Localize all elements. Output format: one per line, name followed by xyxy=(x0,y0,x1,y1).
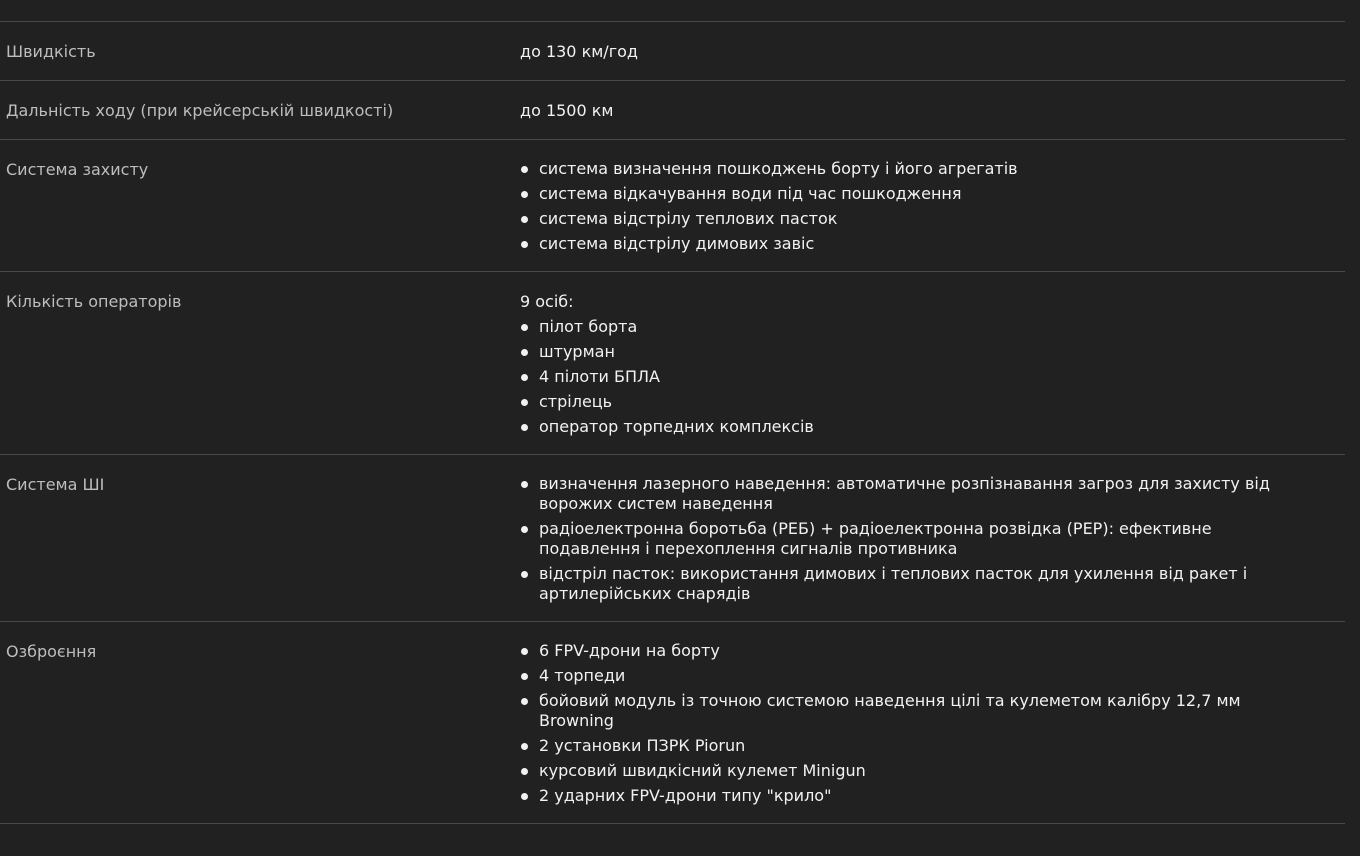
spec-list xyxy=(520,641,1315,806)
spec-row-ai-system xyxy=(0,455,1345,622)
spec-value-lead: 9 осіб: xyxy=(520,292,574,311)
spec-value xyxy=(520,474,1345,604)
spec-label: Кількість операторів xyxy=(6,292,182,311)
spec-label: Швидкість xyxy=(6,42,96,61)
list-item: 2 установки ПЗРК Piorun xyxy=(520,736,1315,756)
spec-value xyxy=(520,641,1345,806)
list-item: система відстрілу димових завіс xyxy=(520,234,1315,254)
list-item: 4 пілоти БПЛА xyxy=(520,367,1315,387)
list-item: визначення лазерного наведення: автоматичне розпізнавання загроз для захисту від ворожих систем наведення xyxy=(520,474,1315,514)
spec-label: Озброєння xyxy=(6,642,97,661)
spec-value xyxy=(520,159,1345,254)
spec-row-protection xyxy=(0,140,1345,272)
list-item: стрілець xyxy=(520,392,1315,412)
list-item: бойовий модуль із точною системою наведення цілі та кулеметом калібру 12,7 мм Browning xyxy=(520,691,1315,731)
spec-value xyxy=(520,100,1345,122)
list-item: система визначення пошкоджень борту і його агрегатів xyxy=(520,159,1315,179)
list-item: система відкачування води під час пошкодження xyxy=(520,184,1315,204)
list-item: курсовий швидкісний кулемет Minigun xyxy=(520,761,1315,781)
spec-value-text: до 1500 км xyxy=(520,101,614,120)
list-item: відстріл пасток: використання димових і теплових пасток для ухилення від ракет і артилерійських снарядів xyxy=(520,564,1315,604)
spec-row-armament xyxy=(0,622,1345,824)
spec-value-text: до 130 км/год xyxy=(520,42,638,61)
spec-label: Система захисту xyxy=(6,160,149,179)
spec-value xyxy=(520,41,1345,63)
spec-label: Дальність ходу (при крейсерській швидкості) xyxy=(6,101,394,120)
list-item: 4 торпеди xyxy=(520,666,1315,686)
spec-table xyxy=(0,21,1345,824)
list-item: радіоелектронна боротьба (РЕБ) + радіоелектронна розвідка (РЕР): ефективне подавлення і перехоплення сигналів противника xyxy=(520,519,1315,559)
list-item: система відстрілу теплових пасток xyxy=(520,209,1315,229)
list-item: 6 FPV-дрони на борту xyxy=(520,641,1315,661)
list-item: штурман xyxy=(520,342,1315,362)
list-item: пілот борта xyxy=(520,317,1315,337)
spec-row-range xyxy=(0,81,1345,140)
spec-list xyxy=(520,317,1315,437)
list-item: 2 ударних FPV-дрони типу "крило" xyxy=(520,786,1315,806)
spec-row-speed xyxy=(0,22,1345,81)
spec-value xyxy=(520,291,1345,437)
spec-list xyxy=(520,159,1315,254)
spec-label: Система ШІ xyxy=(6,475,105,494)
spec-row-operators xyxy=(0,272,1345,455)
spec-list xyxy=(520,474,1315,604)
list-item: оператор торпедних комплексів xyxy=(520,417,1315,437)
